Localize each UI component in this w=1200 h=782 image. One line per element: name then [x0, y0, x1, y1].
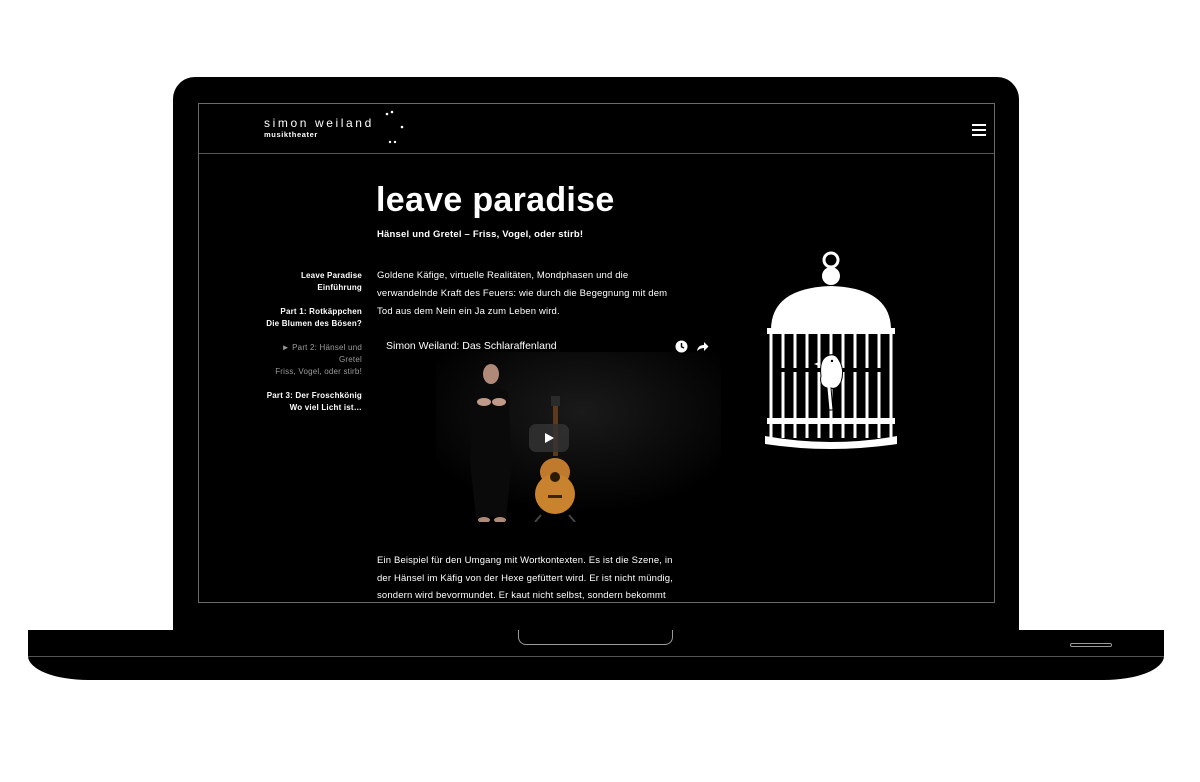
logo-stars-icon: [382, 110, 412, 144]
nav-item-label: Die Blumen des Bösen?: [266, 319, 362, 328]
video-player[interactable]: [376, 332, 721, 522]
nav-item-label: Einführung: [317, 283, 362, 292]
nav-item-part-2[interactable]: [229, 342, 362, 378]
intro-line: Tod aus dem Nein ein Ja zum Leben wird.: [377, 306, 560, 317]
nav-item-label: Leave Paradise: [300, 271, 362, 280]
body-line: sondern wird bevormundet. Er kaut nicht selbst, sondern bekommt: [377, 590, 666, 601]
hamburger-menu-icon[interactable]: [972, 124, 986, 136]
nav-item-label: Gretel: [339, 355, 362, 364]
laptop-screen: [198, 103, 995, 603]
logo-name: simon weiland: [264, 116, 374, 130]
intro-text: [377, 267, 707, 321]
video-title: Simon Weiland: Das Schlaraffenland: [386, 340, 557, 352]
intro-line: verwandelnde Kraft des Feuers: wie durch die Begegnung mit dem: [377, 288, 668, 299]
chapter-nav: [229, 270, 362, 426]
nav-item-label: Wo viel Licht ist…: [289, 403, 362, 412]
site-logo[interactable]: [264, 116, 374, 140]
nav-item-label: Part 1: Rotkäppchen: [280, 307, 362, 316]
share-icon[interactable]: [696, 340, 709, 353]
video-thumbnail: [436, 352, 721, 522]
body-line: Ein Beispiel für den Umgang mit Wortkontexten. Es ist die Szene, in: [377, 555, 673, 566]
site-header: [199, 104, 994, 154]
intro-line: Goldene Käfige, virtuelle Realitäten, Mondphasen und die: [377, 270, 629, 281]
play-button[interactable]: [529, 424, 569, 452]
birdcage-icon: [761, 248, 901, 454]
page-subtitle: Hänsel und Gretel – Friss, Vogel, oder stirb!: [377, 229, 584, 240]
nav-item-part-3[interactable]: [229, 390, 362, 414]
clock-icon[interactable]: [675, 340, 688, 353]
nav-item-part-1[interactable]: [229, 306, 362, 330]
laptop-base-edge: [28, 656, 1164, 657]
page-title: leave paradise: [376, 181, 615, 219]
laptop-notch: [518, 630, 673, 645]
nav-item-label: ► Part 2: Hänsel und: [281, 343, 362, 352]
body-text: [377, 552, 722, 603]
nav-item-leave-paradise[interactable]: [229, 270, 362, 294]
logo-subtitle: musiktheater: [264, 130, 318, 139]
nav-item-label: Friss, Vogel, oder stirb!: [275, 367, 362, 376]
laptop-indicator: [1070, 643, 1112, 647]
body-line: der Hänsel im Käfig von der Hexe gefüttert wird. Er ist nicht mündig,: [377, 572, 674, 584]
nav-item-label: Part 3: Der Froschkönig: [266, 391, 362, 400]
